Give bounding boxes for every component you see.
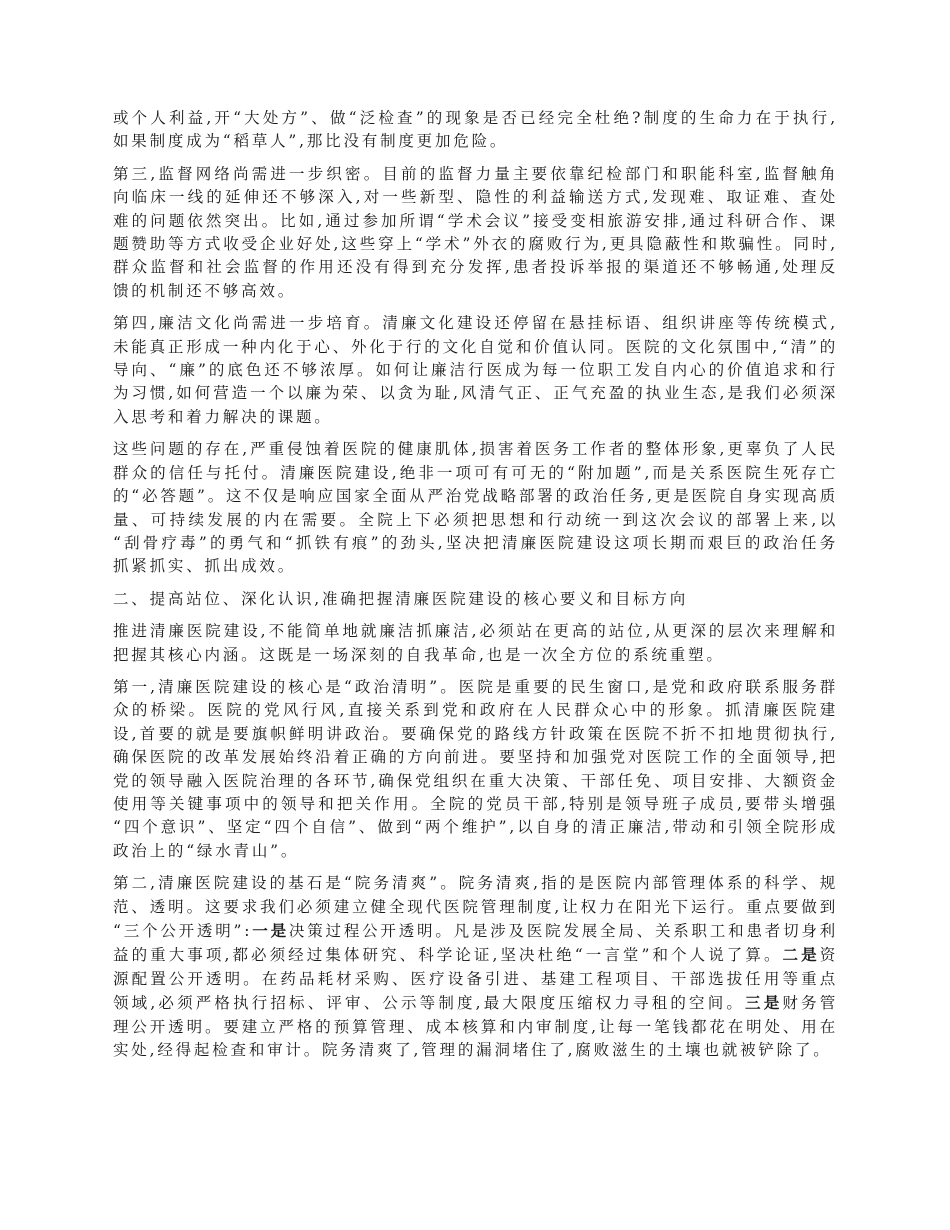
paragraph [113,163,838,303]
emphasis-run: 一是 [252,921,289,940]
text-run: 决策过程公开透明。凡是涉及医院发展全局、关系职工和患者切身利益的重大事项,都必须经过集体研究、科学论证,坚决杜绝“一言堂”和个人说了算。 [113,922,838,965]
paragraph [113,438,838,578]
text-run: 资源配置公开透明。在药品耗材采购、医疗设备引进、基建工程项目、干部选拔任用等重点领域,必须严格执行招标、评审、公示等制度,最大限度压缩权力寻租的空间。 [113,946,838,1013]
text-run: 二、提高站位、深化认识,准确把握清廉医院建设的核心要义和目标方向 [113,589,689,608]
text-run: 推进清廉医院建设,不能简单地就廉洁抓廉洁,必须站在更高的站位,从更深的层次来理解和把握其核心内涵。这既是一场深刻的自我革命,也是一次全方位的系统重塑。 [113,622,838,664]
document-body [113,107,838,1062]
section-heading [113,588,838,611]
paragraph [113,620,838,667]
text-run: 财务管理公开透明。要建立严格的预算管理、成本核算和内审制度,让每一笔钱都花在明处、用在实处,经得起检查和审计。院务清爽了,管理的漏洞堵住了,腐败滋生的土壤也就被铲除了。 [113,994,838,1060]
paragraph [113,872,838,1062]
text-run: 这些问题的存在,严重侵蚀着医院的健康肌体,损害着医务工作者的整体形象,更辜负了人民群众的信任与托付。清廉医院建设,绝非一项可有可无的“附加题”,而是关系医院生死存亡的“必答题”。这不仅是响应国家全面从严治党战略部署的政治任务,更是医院自身实现高质量、可持续发展的内在需要。全院上下必须把思想和行动统一到这次会议的部署上来,以“刮骨疗毒”的勇气和“抓铁有痕”的劲头,坚决把清廉医院建设这项长期而艰巨的政治任务抓紧抓实、抓出成效。 [113,440,838,576]
text-run: 第一,清廉医院建设的核心是“政治清明”。医院是重要的民生窗口,是党和政府联系服务群众的桥梁。医院的党风行风,直接关系到党和政府在人民群众心中的形象。抓清廉医院建设,首要的就是要旗帜鲜明讲政治。要确保党的路线方针政策在医院不折不扣地贯彻执行,确保医院的改革发展始终沿着正确的方向前进。要坚持和加强党对医院工作的全面领导,把党的领导融入医院治理的各环节,确保党组织在重大决策、干部任免、项目安排、大额资金使用等关键事项中的领导和把关作用。全院的党员干部,特别是领导班子成员,要带头增强“四个意识”、坚定“四个自信”、做到“两个维护”,以自身的清正廉洁,带动和引领全院形成政治上的“绿水青山”。 [113,677,838,860]
paragraph [113,676,838,863]
paragraph [113,312,838,429]
text-run: 第二,清廉医院建设的基石是“院务清爽”。院务清爽,指的是医院内部管理体系的科学、规范、透明。这要求我们必须建立健全现代医院管理制度,让权力在阳光下运行。重点要做到“三个公开透明”: [113,874,838,940]
text-run: 第三,监督网络尚需进一步织密。目前的监督力量主要依靠纪检部门和职能科室,监督触角向临床一线的延伸还不够深入,对一些新型、隐性的利益输送方式,发现难、取证难、查处难的问题依然突出。比如,通过参加所谓“学术会议”接受变相旅游安排,通过科研合作、课题赞助等方式收受企业好处,这些穿上“学术”外衣的腐败行为,更具隐蔽性和欺骗性。同时,群众监督和社会监督的作用还没有得到充分发挥,患者投诉举报的渠道还不够畅通,处理反馈的机制还不够高效。 [113,164,838,300]
paragraph [113,107,838,154]
emphasis-run: 二是 [782,945,820,965]
text-run: 第四,廉洁文化尚需进一步培育。清廉文化建设还停留在悬挂标语、组织讲座等传统模式,未能真正形成一种内化于心、外化于行的文化自觉和价值认同。医院的文化氛围中,“清”的导向、“廉”的底色还不够浓厚。如何让廉洁行医成为每一位职工发自内心的价值追求和行为习惯,如何营造一个以廉为荣、以贪为耻,风清气正、正气充盈的执业生态,是我们必须深入思考和着力解决的课题。 [113,314,838,426]
text-run: 或个人利益,开“大处方”、做“泛检查”的现象是否已经完全杜绝?制度的生命力在于执行,如果制度成为“稻草人”,那比没有制度更加危险。 [113,109,838,151]
emphasis-run: 三是 [745,993,783,1013]
